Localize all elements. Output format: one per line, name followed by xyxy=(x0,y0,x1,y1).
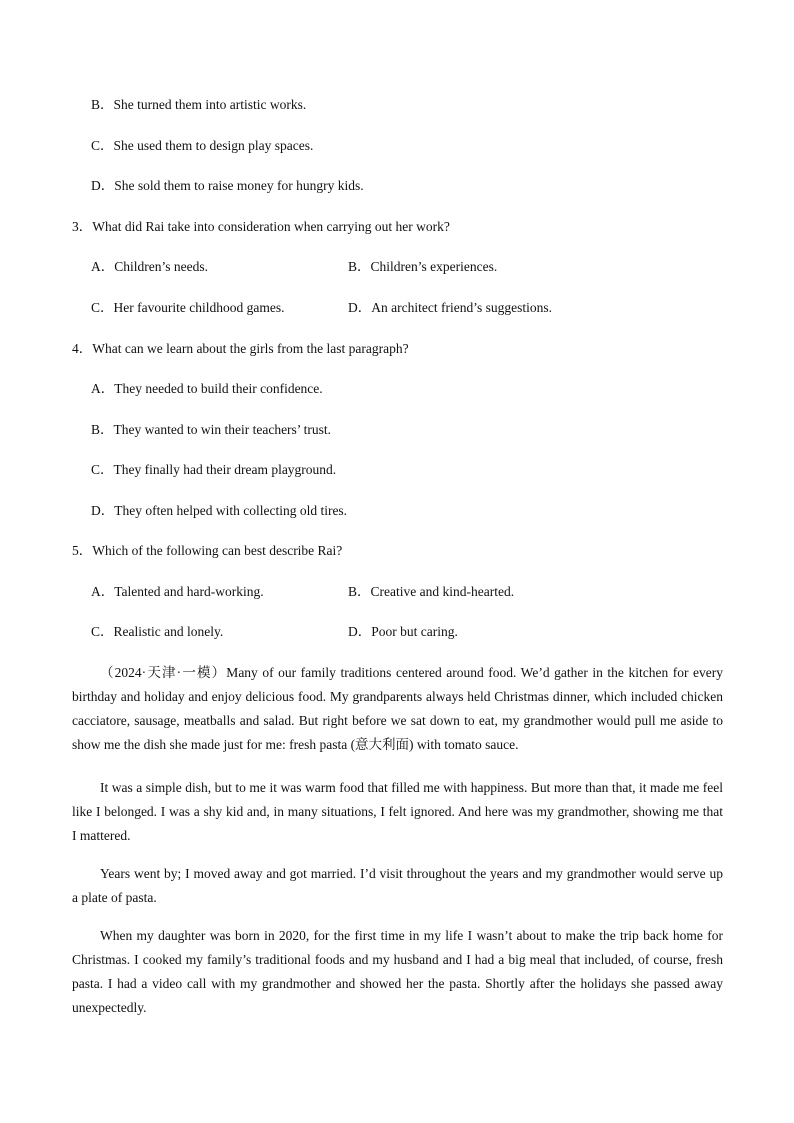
q3-stem: 3．What did Rai take into consideration when carrying out her work? xyxy=(72,219,450,234)
passage-paragraph-2: It was a simple dish, but to me it was warm food that filled me with happiness. But more than that, it made me feel like I belonged. I was a shy kid and, in many situations, I felt ignored. And here was my grandmother, showing me that I mattered. xyxy=(72,780,723,843)
q5-option-c: C．Realistic and lonely. xyxy=(91,624,224,639)
q5-stem: 5．Which of the following can best describe Rai? xyxy=(72,543,343,558)
q3-option-c: C．Her favourite childhood games. xyxy=(91,300,285,315)
q3-option-b: B．Children’s experiences. xyxy=(348,259,498,274)
q2-option-c: C．She used them to design play spaces. xyxy=(91,138,314,153)
q3-option-d: D．An architect friend’s suggestions. xyxy=(348,300,552,315)
q4-option-a: A．They needed to build their confidence. xyxy=(91,381,323,396)
q3-option-a: A．Children’s needs. xyxy=(91,259,208,274)
q4-stem: 4．What can we learn about the girls from the last paragraph? xyxy=(72,341,409,356)
q2-option-b: B．She turned them into artistic works. xyxy=(91,97,307,112)
q4-option-d: D．They often helped with collecting old tires. xyxy=(91,503,348,518)
q4-option-b: B．They wanted to win their teachers’ trust. xyxy=(91,422,332,437)
q5-option-b: B．Creative and kind-hearted. xyxy=(348,584,515,599)
q5-option-d: D．Poor but caring. xyxy=(348,624,458,639)
q4-option-c: C．They finally had their dream playground. xyxy=(91,462,337,477)
passage-paragraph-3: Years went by; I moved away and got married. I’d visit throughout the years and my grandmother would serve up a plate of pasta. xyxy=(72,866,723,905)
q2-option-d: D．She sold them to raise money for hungry kids. xyxy=(91,178,364,193)
passage-paragraph-1: （2024·天津·一模）Many of our family traditions centered around food. We’d gather in the kitchen for every birthday and holiday and enjoy delicious food. My grandparents always held Christmas dinner, which included chicken cacciatore, sausage, meatballs and salad. But right before we sat down to eat, my grandmother would pull me aside to show me the dish she made just for me: fresh pasta (意大利面) with tomato sauce. xyxy=(72,665,723,752)
passage-paragraph-4: When my daughter was born in 2020, for the first time in my life I wasn’t about to make the trip back home for Christmas. I cooked my family’s traditional foods and my husband and I had a big meal that included, of course, fresh pasta. I had a video call with my grandmother and showed her the pasta. Shortly after the holidays she passed away unexpectedly. xyxy=(72,928,723,1015)
q5-option-a: A．Talented and hard-working. xyxy=(91,584,264,599)
